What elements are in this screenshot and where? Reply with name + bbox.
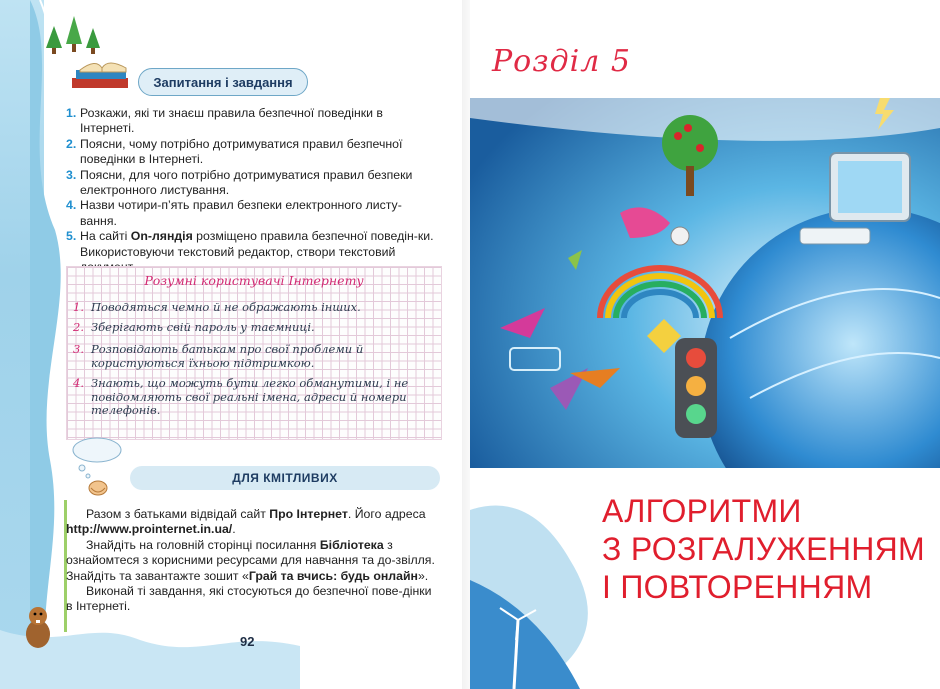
- website-url[interactable]: http://www.prointernet.in.ua/: [66, 522, 233, 537]
- paragraph: Виконай ті завдання, які стосуються до безпечної пове-дінки в Інтернеті.: [66, 584, 432, 614]
- left-page: [0, 0, 468, 689]
- site-name: On-ляндія: [130, 229, 193, 244]
- rules-title: Розумні користувачі Інтернету: [144, 273, 364, 288]
- rule-item: 4. Знають, що можуть бути легко обманутими, і не повідомляють свої реальні імена, адреси й номери телефонів.: [73, 376, 409, 417]
- chapter-title-line: АЛГОРИТМИ: [602, 493, 802, 529]
- paragraph: Знайдіть на головній сторінці посилання Бібліотека з ознайомтеся з корисними ресурсами для навчання та до-звілля. Знайдіть та завантажте зошит «Грай та вчись: будь онлайн».: [66, 537, 435, 583]
- bottom-wave-decoration: [0, 600, 468, 689]
- list-item: 5. На сайті On-ляндія розміщено правила безпечної поведін-ки. Використовуючи текстовий редактор, створи текстовий: [66, 229, 434, 259]
- paragraph: Разом з батьками відвідай сайт Про Інтернет. Його адреса http://www.prointernet.in.ua/.: [66, 507, 426, 537]
- thinking-cloud-icon: [68, 432, 126, 498]
- trees-illustration: [36, 8, 106, 58]
- rule-item: 3. Розповідають батькам про свої проблеми й користуються їхньою підтримкою.: [73, 342, 364, 370]
- smart-heading: ДЛЯ КМІТЛИВИХ: [130, 466, 440, 490]
- questions-heading: Запитання і завдання: [138, 68, 308, 96]
- section-title: Розділ 5: [492, 44, 631, 79]
- page-number: 92: [240, 634, 255, 649]
- rules-notebook: [66, 266, 442, 440]
- rule-item: 2. Зберігають свій пароль у таємниці.: [73, 320, 315, 334]
- chapter-cover-illustration: [470, 38, 940, 468]
- task-list: [66, 106, 438, 275]
- chapter-title-line: З РОЗГАЛУЖЕННЯМ: [602, 531, 926, 567]
- list-item: 3. Поясни, для чого потрібно дотримуватися правил безпеки електронного листування.: [66, 167, 413, 198]
- books-icon: [66, 56, 136, 96]
- right-page: [470, 0, 940, 689]
- beaver-illustration: [18, 600, 58, 652]
- smart-task-text: [66, 507, 436, 615]
- list-item: 1. Розкажи, які ти знаєш правила безпечної поведінки в Інтернеті.: [66, 106, 383, 136]
- chapter-title-line: І ПОВТОРЕННЯМ: [602, 569, 873, 605]
- list-item: 4. Назви чотири-п’ять правил безпеки електронного листу-вання.: [66, 198, 402, 228]
- chapter-title: [602, 492, 932, 606]
- list-item: 2. Поясни, чому потрібно дотримуватися правил безпечної поведінки в Інтернеті.: [66, 136, 403, 167]
- rule-item: 1. Поводяться чемно й не ображають інших.: [73, 300, 361, 314]
